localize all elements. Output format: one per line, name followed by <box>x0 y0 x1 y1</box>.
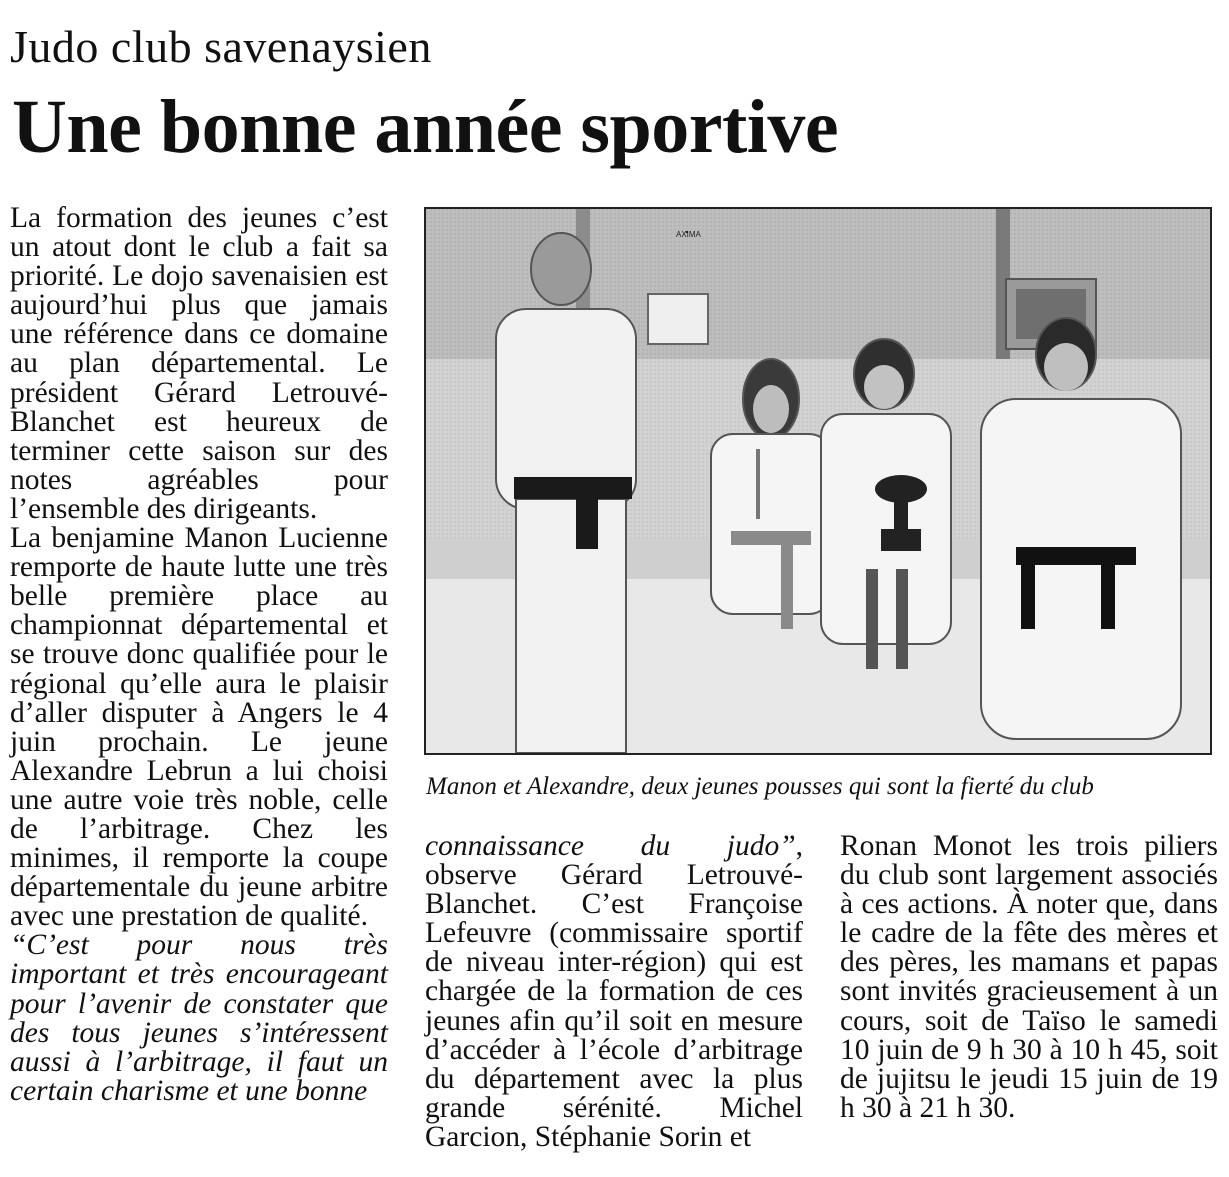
article-photo <box>424 207 1212 755</box>
column-2-body: , observe Gérard Letrouvé-Blanchet. C’est Françoise Lefeuvre (commissaire sportif de niveau inter-région) qui est chargée de la formation de ces jeunes afin qu’il soit en mesure d’accéder à l’école d’arbitrage du département avec la plus grande sérénité. Michel Garcion, Stéphanie Sorin et <box>425 830 803 1153</box>
quote: “C’est pour nous très important et très encourageant pour l’avenir de constater que des tous jeunes s’intéressent aussi à l’arbitrage, il faut un certain charisme et une bonne <box>10 929 388 1107</box>
paragraph-intro: La formation des jeunes c’est un atout dont le club a fait sa priorité. Le dojo savenaisien est aujourd’hui plus que jamais une référence dans ce domaine au plan départemental. Le président Gérard Letrouvé-Blanchet est heureux de terminer cette saison sur des notes agréables pour l’ensemble des dirigeants. <box>10 202 388 525</box>
quote-end: connaissance du judo” <box>425 830 796 862</box>
adult-judoka <box>496 233 636 753</box>
column-3 <box>840 832 1218 1123</box>
column-1 <box>10 204 388 1106</box>
column-3-text: Ronan Monot les trois piliers du club sont largement associés à ces actions. À noter que, dans le cadre de la fête des mères et des pères, les mamans et papas sont invités gracieusement à un cours, soit de Taïso le samedi 10 juin de 9 h 30 à 10 h 45, soit de jujitsu le jeudi 15 juin de 19 h 30 à 21 h 30. <box>840 830 1218 1124</box>
kicker: Judo club savenaysien <box>10 21 432 72</box>
headline: Une bonne année sportive <box>12 85 839 169</box>
judo-group-photo <box>426 209 1210 753</box>
column-2-text <box>425 832 803 1152</box>
column-2 <box>425 832 803 1152</box>
paragraph-results: La benjamine Manon Lucienne remporte de haute lutte une très belle première place au championnat départemental et se trouve donc qualifiée pour le régional qu’elle aura le plaisir d’aller disputer à Angers le 4 juin prochain. Le jeune Alexandre Lebrun a lui choisi une autre voie très noble, celle de l’arbitrage. Chez les minimes, il remporte la coupe départementale du jeune arbitre avec une prestation de qualité. <box>10 522 388 933</box>
wall-sign-text: AXIMA <box>676 230 701 239</box>
photo-caption: Manon et Alexandre, deux jeunes pousses qui sont la fierté du club <box>426 773 1094 800</box>
